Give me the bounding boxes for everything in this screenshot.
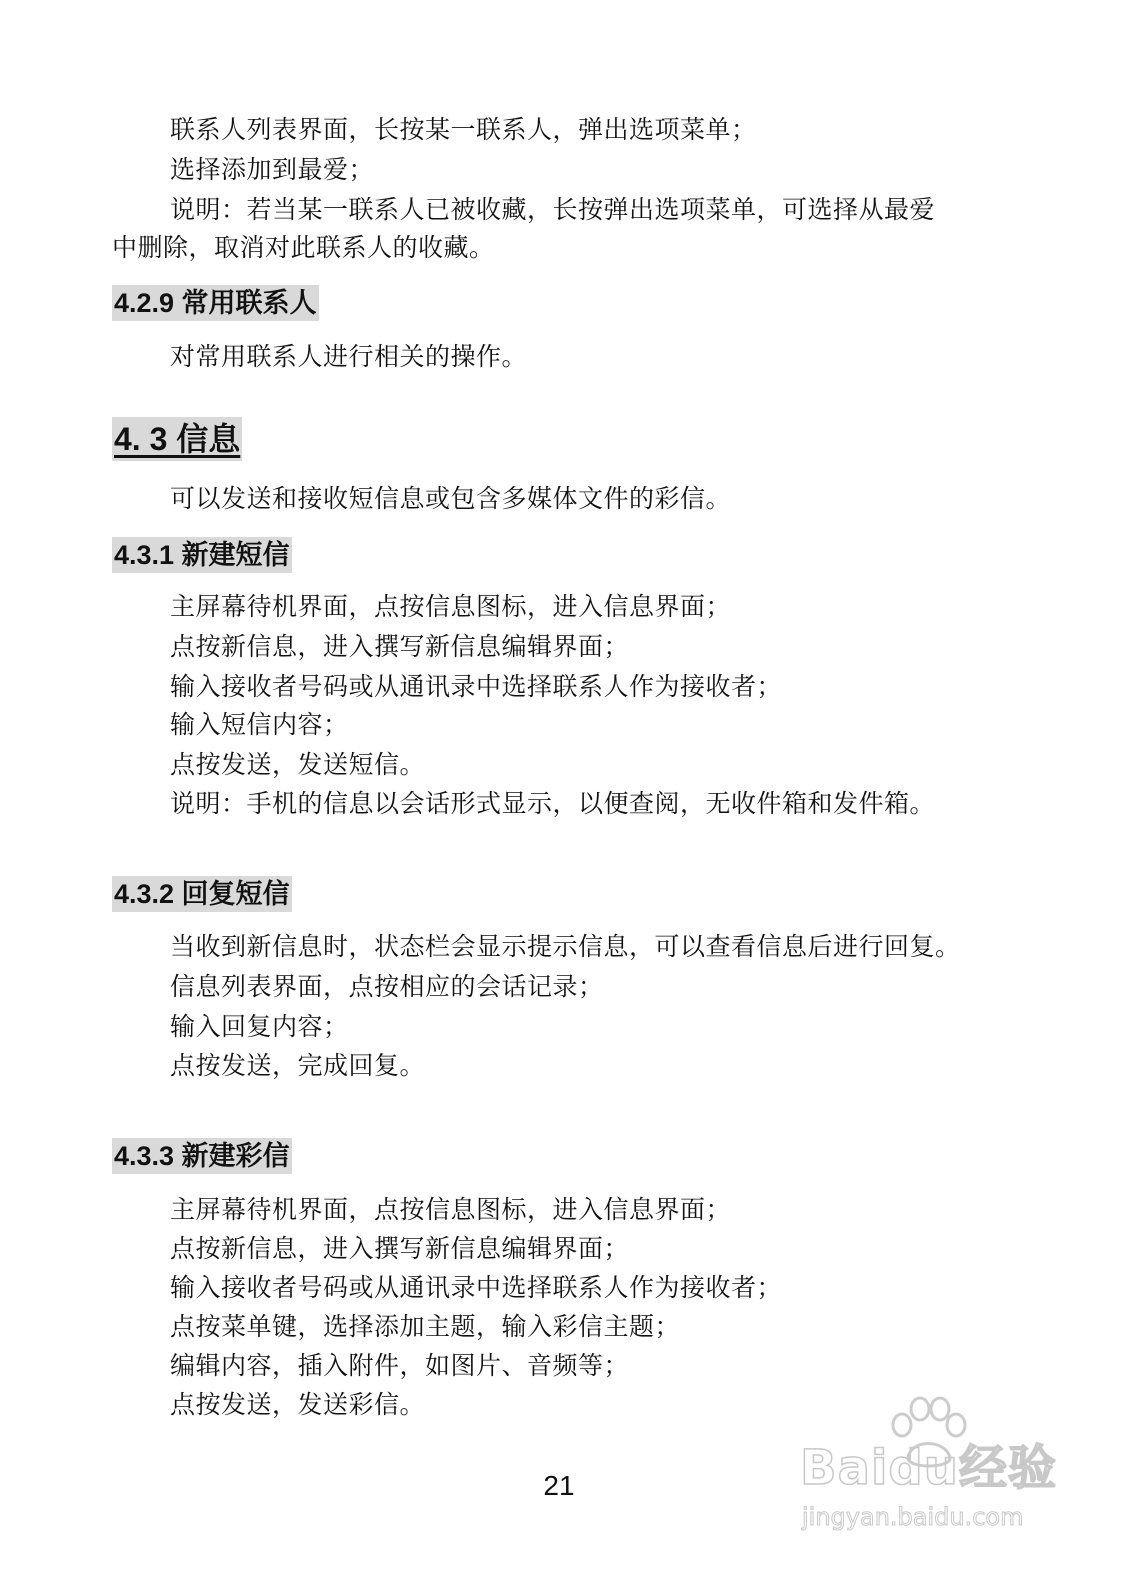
section-heading-4-2-9: 4.2.9 常用联系人 bbox=[112, 285, 319, 321]
body-line: 中删除，取消对此联系人的收藏。 bbox=[112, 233, 495, 262]
body-line: 当收到新信息时，状态栏会显示提示信息，可以查看信息后进行回复。 bbox=[170, 932, 961, 961]
body-line: 可以发送和接收短信息或包含多媒体文件的彩信。 bbox=[170, 484, 732, 513]
watermark-url: jingyan.baidu.com bbox=[802, 1503, 1024, 1531]
page-number: 21 bbox=[543, 1470, 575, 1501]
body-line: 对常用联系人进行相关的操作。 bbox=[170, 342, 528, 371]
body-line: 说明：手机的信息以会话形式显示，以便查阅，无收件箱和发件箱。 bbox=[170, 789, 936, 818]
body-line: 编辑内容，插入附件，如图片、音频等； bbox=[170, 1351, 630, 1380]
body-line: 点按新信息，进入撰写新信息编辑界面； bbox=[170, 1234, 630, 1263]
section-heading-4-3-3: 4.3.3 新建彩信 bbox=[112, 1138, 292, 1174]
body-line: 输入回复内容； bbox=[170, 1012, 349, 1041]
body-line: 点按菜单键，选择添加主题，输入彩信主题； bbox=[170, 1312, 681, 1341]
body-line: 点按发送，发送彩信。 bbox=[170, 1390, 426, 1419]
baidu-watermark bbox=[790, 1395, 1090, 1555]
watermark-brand: Baidu经验 bbox=[800, 1440, 1057, 1496]
section-heading-4-3-1: 4.3.1 新建短信 bbox=[112, 537, 292, 573]
body-line: 联系人列表界面，长按某一联系人，弹出选项菜单； bbox=[170, 115, 757, 144]
body-line: 主屏幕待机界面，点按信息图标，进入信息界面； bbox=[170, 592, 732, 621]
body-line: 信息列表界面，点按相应的会话记录； bbox=[170, 972, 604, 1001]
body-line: 输入接收者号码或从通讯录中选择联系人作为接收者； bbox=[170, 1273, 783, 1302]
body-line: 说明：若当某一联系人已被收藏，长按弹出选项菜单，可选择从最爱 bbox=[170, 195, 936, 224]
body-line: 点按发送，发送短信。 bbox=[170, 750, 426, 779]
body-line: 选择添加到最爱； bbox=[170, 155, 375, 184]
section-heading-4-3: 4. 3 信息 bbox=[112, 417, 242, 461]
body-line: 输入接收者号码或从通讯录中选择联系人作为接收者； bbox=[170, 672, 783, 701]
section-heading-4-3-2: 4.3.2 回复短信 bbox=[112, 876, 292, 912]
body-line: 点按新信息，进入撰写新信息编辑界面； bbox=[170, 632, 630, 661]
body-line: 主屏幕待机界面，点按信息图标，进入信息界面； bbox=[170, 1195, 732, 1224]
body-line: 点按发送，完成回复。 bbox=[170, 1051, 426, 1080]
body-line: 输入短信内容； bbox=[170, 710, 349, 739]
